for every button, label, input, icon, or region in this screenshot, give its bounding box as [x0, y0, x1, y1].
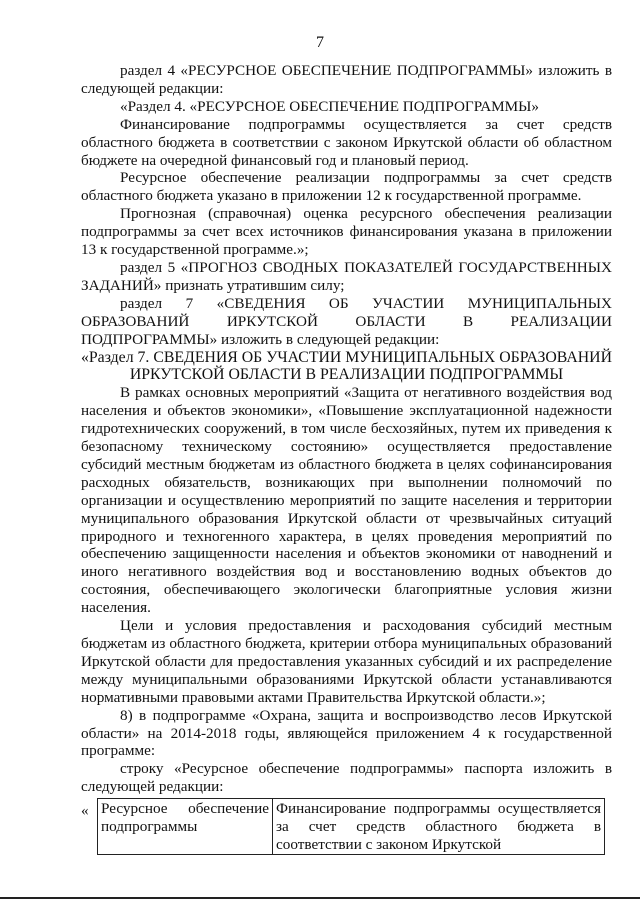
opening-quote: « [81, 802, 89, 820]
paragraph: 8) в подпрограмме «Охрана, защита и воспроизводство лесов Иркутской области» на 2014-2018 годы, являющейся приложением 4 к государственной программе: [81, 706, 612, 760]
passport-table [97, 798, 605, 855]
page-number: 7 [316, 34, 324, 51]
paragraph: В рамках основных мероприятий «Защита от негативного воздействия вод населения и объектов экономики», «Повышение эксплуатационной надежности гидротехнических сооружений, в том числе бесхозяйных, путем их приведения к безопасному техническому состоянию» осуществляется предоставление субсидий местным бюджетам из областного бюджета в целях софинансирования расходных обязательств, возникающих при выполнении полномочий по организации и осуществлению мероприятий по защите населения и территории муниципального образования Иркутской области от чрезвычайных ситуаций природного и техногенного характера, в целях проведения мероприятий по обеспечению защищенности населения и объектов экономики от наводнений и иного негативного воздействия вод и восстановлению водных объектов до состояния, обеспечивающего экологически благоприятные условия жизни населения. [81, 384, 612, 617]
table-cell-value: Финансирование подпрограммы осуществляется за счет средств областного бюджета в соответствии с законом Иркутской [273, 799, 605, 855]
paragraph: Цели и условия предоставления и расходования субсидий местным бюджетам из областного бюджета, критерии отбора муниципальных образований Иркутской области для предоставления указанных субсидий и их распределение между муниципальными образованиями Иркутской области устанавливаются нормативными правовыми актами Правительства Иркутской области.»; [81, 617, 612, 706]
section-7-heading: «Раздел 7. СВЕДЕНИЯ ОБ УЧАСТИИ МУНИЦИПАЛЬНЫХ ОБРАЗОВАНИЙ ИРКУТСКОЙ ОБЛАСТИ В РЕАЛИЗАЦИИ ПОДПРОГРАММЫ [81, 348, 612, 384]
passport-table-block [81, 798, 612, 855]
paragraph: Ресурсное обеспечение реализации подпрограммы за счет средств областного бюджета указано в приложении 12 к государственной программе. [81, 169, 612, 205]
paragraph: раздел 5 «ПРОГНОЗ СВОДНЫХ ПОКАЗАТЕЛЕЙ ГОСУДАРСТВЕННЫХ ЗАДАНИЙ» признать утратившим силу; [81, 258, 612, 294]
table-cell-label: Ресурсное обеспечение подпрограммы [98, 799, 273, 855]
paragraph: Финансирование подпрограммы осуществляется за счет средств областного бюджета в соответствии с законом Иркутской области об областном бюджете на очередной финансовый год и плановый период. [81, 115, 612, 169]
paragraph: раздел 4 «РЕСУРСНОЕ ОБЕСПЕЧЕНИЕ ПОДПРОГРАММЫ» изложить в следующей редакции: [81, 62, 612, 97]
paragraph: Прогнозная (справочная) оценка ресурсного обеспечения реализации подпрограммы за счет всех источников финансирования указана в приложении 13 к государственной программе.»; [81, 205, 612, 259]
section-4-heading: «Раздел 4. «РЕСУРСНОЕ ОБЕСПЕЧЕНИЕ ПОДПРОГРАММЫ» [120, 97, 540, 115]
paragraph: строку «Ресурсное обеспечение подпрограммы» паспорта изложить в следующей редакции: [81, 760, 612, 796]
paragraph: раздел 7 «СВЕДЕНИЯ ОБ УЧАСТИИ МУНИЦИПАЛЬНЫХ ОБРАЗОВАНИЙ ИРКУТСКОЙ ОБЛАСТИ В РЕАЛИЗАЦИИ ПОДПРОГРАММЫ» изложить в следующей редакции: [81, 294, 612, 348]
table-row [98, 799, 605, 855]
document-body [81, 62, 612, 855]
page-bottom-edge [0, 897, 640, 899]
